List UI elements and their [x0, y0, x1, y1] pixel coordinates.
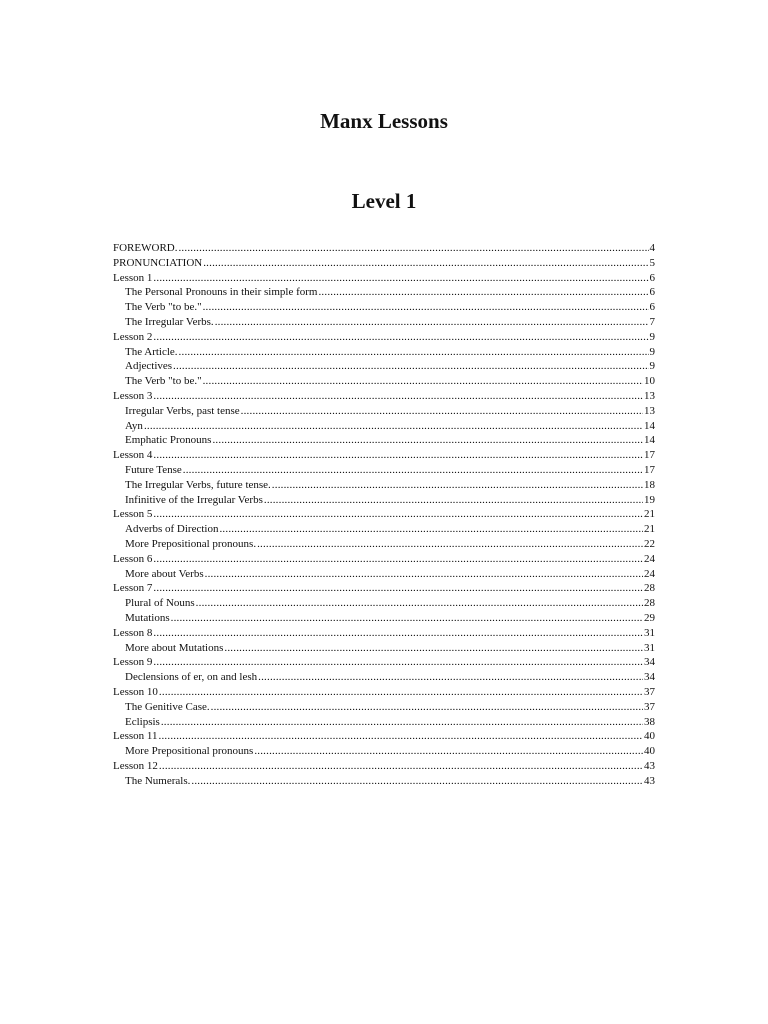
toc-entry-label: Lesson 2 [113, 330, 153, 343]
toc-entry[interactable] [113, 478, 655, 493]
toc-entry-label: Lesson 10 [113, 685, 158, 698]
toc-entry-page-number: 13 [644, 389, 655, 402]
toc-entry-label: Ayn [125, 419, 143, 432]
toc-entry-page-number: 19 [644, 493, 655, 506]
toc-dot-leader [153, 271, 648, 286]
toc-entry-label: Irregular Verbs, past tense [125, 404, 240, 417]
toc-entry-label: Infinitive of the Irregular Verbs [125, 493, 263, 506]
toc-entry-label: More about Verbs [125, 567, 204, 580]
toc-entry-label: The Genitive Case. [125, 700, 210, 713]
toc-entry-page-number: 22 [644, 537, 655, 550]
toc-entry-label: The Irregular Verbs, future tense. [125, 478, 271, 491]
toc-entry[interactable] [113, 374, 655, 389]
toc-dot-leader [153, 389, 643, 404]
toc-entry-page-number: 6 [649, 271, 655, 284]
toc-entry-label: More Prepositional pronouns [125, 745, 254, 758]
toc-dot-leader [159, 685, 643, 700]
toc-entry[interactable] [113, 359, 655, 374]
toc-entry[interactable] [113, 552, 655, 567]
toc-entry-label: Mutations [125, 611, 170, 624]
toc-entry[interactable] [113, 463, 655, 478]
toc-entry-page-number: 28 [644, 597, 655, 610]
toc-dot-leader [153, 626, 643, 641]
toc-entry-label: Emphatic Pronouns [125, 434, 212, 447]
toc-entry[interactable] [113, 241, 655, 256]
toc-dot-leader [161, 715, 643, 730]
toc-dot-leader [153, 655, 643, 670]
toc-entry[interactable] [113, 433, 655, 448]
toc-entry-label: More Prepositional pronouns. [125, 537, 257, 550]
toc-dot-leader [241, 404, 643, 419]
toc-entry[interactable] [113, 581, 655, 596]
toc-entry[interactable] [113, 507, 655, 522]
toc-entry-label: Lesson 4 [113, 449, 153, 462]
toc-entry-label: The Verb "to be." [125, 375, 202, 388]
toc-entry-page-number: 17 [644, 449, 655, 462]
toc-entry-page-number: 37 [644, 700, 655, 713]
toc-dot-leader [203, 300, 649, 315]
toc-entry[interactable] [113, 744, 655, 759]
toc-entry-page-number: 17 [644, 463, 655, 476]
toc-entry-page-number: 28 [644, 582, 655, 595]
table-of-contents [113, 241, 655, 788]
toc-entry-label: Adverbs of Direction [125, 523, 219, 536]
toc-entry[interactable] [113, 389, 655, 404]
toc-entry-label: The Verb "to be." [125, 301, 202, 314]
toc-dot-leader [272, 478, 643, 493]
document-subtitle: Level 1 [351, 189, 417, 213]
toc-entry[interactable] [113, 759, 655, 774]
toc-entry-page-number: 14 [644, 419, 655, 432]
toc-entry[interactable] [113, 448, 655, 463]
toc-dot-leader [153, 581, 643, 596]
toc-entry-page-number: 29 [644, 611, 655, 624]
toc-dot-leader [258, 670, 643, 685]
toc-entry-label: The Article. [125, 345, 178, 358]
toc-entry-page-number: 9 [649, 360, 655, 373]
toc-dot-leader [257, 537, 643, 552]
toc-entry[interactable] [113, 655, 655, 670]
toc-entry[interactable] [113, 670, 655, 685]
toc-dot-leader [196, 596, 643, 611]
toc-dot-leader [215, 315, 649, 330]
toc-entry-label: Lesson 8 [113, 626, 153, 639]
toc-dot-leader [191, 774, 643, 789]
toc-entry-page-number: 7 [649, 315, 655, 328]
toc-entry-page-number: 34 [644, 671, 655, 684]
toc-dot-leader [203, 374, 643, 389]
toc-entry[interactable] [113, 611, 655, 626]
toc-dot-leader [264, 493, 643, 508]
toc-entry-page-number: 38 [644, 715, 655, 728]
toc-entry[interactable] [113, 522, 655, 537]
toc-entry-label: Declensions of er, on and lesh [125, 671, 258, 684]
toc-entry-page-number: 24 [644, 567, 655, 580]
toc-entry[interactable] [113, 345, 655, 360]
toc-entry-label: Lesson 3 [113, 389, 153, 402]
toc-entry[interactable] [113, 271, 655, 286]
toc-dot-leader [224, 641, 643, 656]
toc-dot-leader [159, 759, 643, 774]
toc-entry-page-number: 40 [644, 730, 655, 743]
toc-entry[interactable] [113, 404, 655, 419]
toc-dot-leader [153, 448, 643, 463]
toc-entry-label: PRONUNCIATION [113, 256, 203, 269]
toc-entry-label: Lesson 6 [113, 552, 153, 565]
toc-entry[interactable] [113, 700, 655, 715]
toc-dot-leader [211, 700, 643, 715]
toc-dot-leader [153, 330, 648, 345]
toc-entry-page-number: 13 [644, 404, 655, 417]
toc-entry-label: Lesson 5 [113, 508, 153, 521]
toc-entry-label: Lesson 9 [113, 656, 153, 669]
toc-entry-page-number: 34 [644, 656, 655, 669]
toc-entry-page-number: 21 [644, 508, 655, 521]
toc-dot-leader [183, 463, 643, 478]
toc-entry-label: Plural of Nouns [125, 597, 195, 610]
toc-entry-page-number: 40 [644, 745, 655, 758]
toc-dot-leader [219, 522, 643, 537]
toc-entry-page-number: 43 [644, 774, 655, 787]
toc-entry-page-number: 31 [644, 641, 655, 654]
toc-entry-page-number: 18 [644, 478, 655, 491]
toc-entry-label: The Irregular Verbs. [125, 315, 214, 328]
toc-entry[interactable] [113, 567, 655, 582]
toc-entry[interactable] [113, 715, 655, 730]
toc-entry[interactable] [113, 729, 655, 744]
toc-dot-leader [254, 744, 643, 759]
toc-entry-page-number: 37 [644, 685, 655, 698]
toc-entry-label: The Numerals. [125, 774, 191, 787]
toc-entry[interactable] [113, 685, 655, 700]
toc-dot-leader [153, 507, 643, 522]
toc-entry[interactable] [113, 641, 655, 656]
toc-dot-leader [212, 433, 643, 448]
toc-entry[interactable] [113, 493, 655, 508]
toc-entry[interactable] [113, 315, 655, 330]
toc-entry[interactable] [113, 537, 655, 552]
document-title: Manx Lessons [320, 109, 448, 133]
toc-entry-page-number: 9 [649, 345, 655, 358]
toc-entry-page-number: 24 [644, 552, 655, 565]
toc-entry-page-number: 9 [649, 330, 655, 343]
toc-dot-leader [171, 611, 643, 626]
toc-entry[interactable] [113, 419, 655, 434]
toc-entry-label: The Personal Pronouns in their simple form [125, 286, 318, 299]
toc-entry-page-number: 6 [649, 301, 655, 314]
toc-entry[interactable] [113, 330, 655, 345]
toc-entry-page-number: 4 [649, 242, 655, 254]
toc-dot-leader [318, 285, 648, 300]
toc-entry-page-number: 43 [644, 759, 655, 772]
toc-entry-page-number: 14 [644, 434, 655, 447]
toc-entry-label: Eclipsis [125, 715, 160, 728]
toc-dot-leader [144, 419, 643, 434]
toc-entry-label: Adjectives [125, 360, 173, 373]
toc-entry-label: Lesson 7 [113, 582, 153, 595]
toc-dot-leader [153, 552, 643, 567]
toc-dot-leader [179, 345, 649, 360]
toc-entry-page-number: 31 [644, 626, 655, 639]
toc-entry[interactable] [113, 596, 655, 611]
toc-entry[interactable] [113, 285, 655, 300]
toc-entry-page-number: 10 [644, 375, 655, 388]
toc-entry-label: Lesson 1 [113, 271, 153, 284]
toc-dot-leader [205, 567, 643, 582]
toc-entry[interactable] [113, 256, 655, 271]
toc-entry-label: FOREWORD. [113, 242, 178, 254]
toc-entry[interactable] [113, 626, 655, 641]
toc-entry-label: Lesson 11 [113, 730, 158, 743]
toc-entry-page-number: 5 [649, 256, 655, 269]
toc-entry[interactable] [113, 300, 655, 315]
toc-entry-label: More about Mutations [125, 641, 224, 654]
toc-dot-leader [159, 729, 643, 744]
toc-entry-label: Lesson 12 [113, 759, 158, 772]
toc-dot-leader [173, 359, 648, 374]
toc-dot-leader [178, 241, 648, 256]
toc-entry-label: Future Tense [125, 463, 182, 476]
toc-entry-page-number: 21 [644, 523, 655, 536]
toc-entry[interactable] [113, 774, 655, 789]
toc-dot-leader [203, 256, 648, 271]
toc-entry-page-number: 6 [649, 286, 655, 299]
